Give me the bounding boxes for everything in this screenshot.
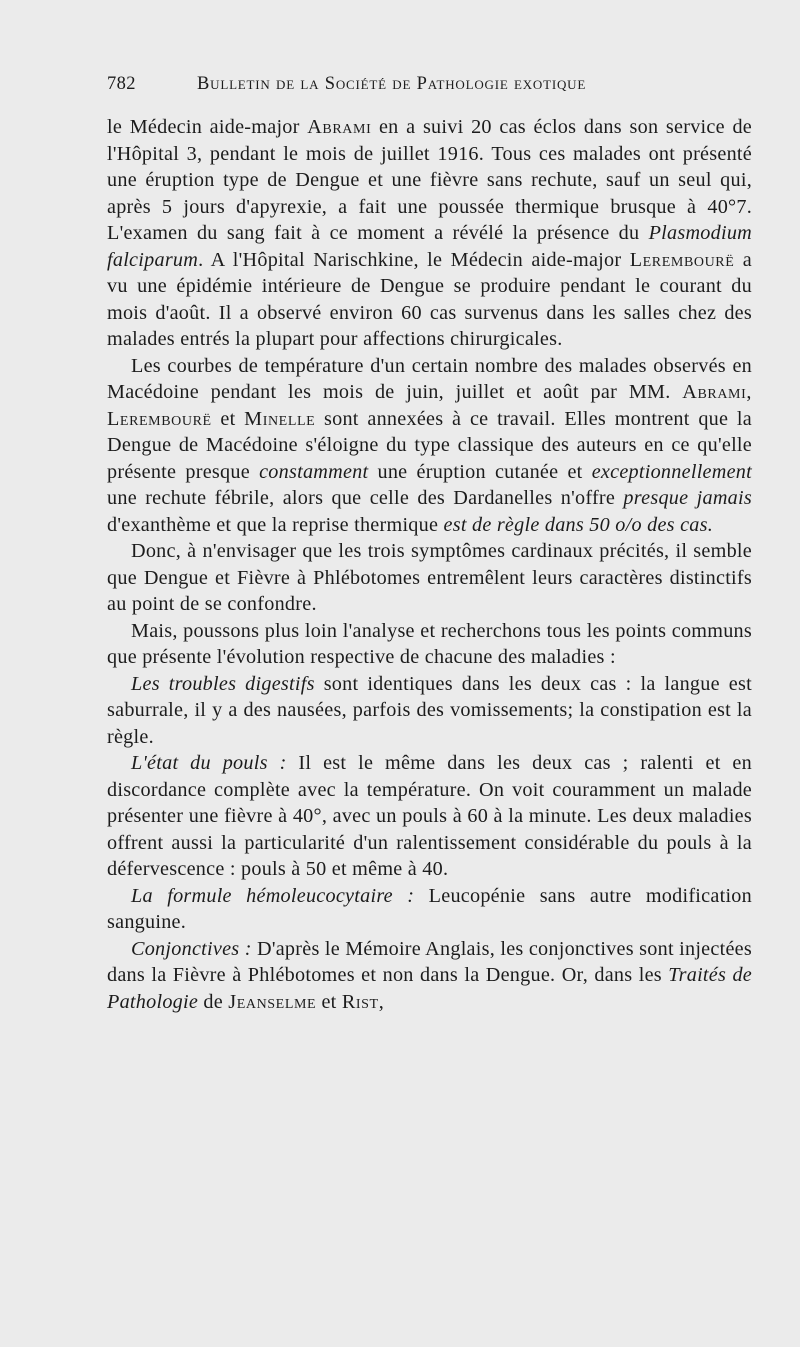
page-header [107, 74, 667, 104]
emphasis: constamment [259, 460, 369, 483]
author-name: Rist [341, 990, 379, 1013]
text-run: en a suivi 20 cas éclos dans son service de l'Hôpital 3, pendant le mois de juillet 1916. Tous ces malades ont présenté une éruption type de Dengue et une fièvre sans rechute, sauf un seul qui, après 5 jours d'apyrexie, a fait une poussée thermique brusque à 40°7. L'examen du sang fait à ce moment a révélé la présence du [107, 116, 752, 244]
text-run: . A l'Hôpital Narischkine, le Médecin aide-major [198, 248, 630, 271]
paragraph-5 [107, 671, 752, 751]
text-run: une rechute fébrile, alors que celle des Dardanelles n'offre [107, 487, 624, 509]
paragraph-8 [107, 936, 752, 1016]
text-run: sont annexées à ce travail. Elles montrent que la Dengue de Macédoine s'éloigne du type classique des auteurs en ce qu'elle présente presque [107, 407, 752, 483]
text-run: d'exanthème et que la reprise thermique [107, 513, 444, 536]
author-name: Minelle [244, 407, 316, 430]
subheading: L'état du pouls : [131, 752, 287, 774]
text-run: et [316, 990, 342, 1013]
book-title: Traités de Pathologie [107, 964, 753, 1013]
paragraph-7 [107, 883, 752, 936]
paragraph-1 [107, 114, 752, 353]
text-run: de [198, 990, 229, 1013]
text-run: Leucopénie sans autre modification sanguine. [107, 884, 752, 933]
text-run: et [211, 407, 245, 430]
text-run: a vu une épidémie intérieure de Dengue se produire pendant le courant du mois d'août. Il a observé environ 60 cas survenus dans les salles chez des malades entrés la plupart pour affections chirurgicales. [107, 248, 752, 350]
text-run: , [378, 990, 385, 1013]
running-title: Bulletin de la Société de Pathologie exotique [197, 74, 587, 94]
emphasis: presque jamais [623, 487, 752, 509]
author-name: Lerembourë [629, 248, 735, 271]
paragraph-3: Donc, à n'envisager que les trois symptômes cardinaux précités, il semble que Dengue et Fièvre à Phlébotomes entremêlent leurs caractères distinctifs au point de se confondre. [107, 540, 752, 615]
emphasis: est de règle dans 50 o/o des cas. [443, 513, 714, 536]
subheading: Conjonctives : [131, 937, 252, 960]
subheading: Les troubles digestifs [131, 672, 315, 695]
paragraph-6 [107, 750, 752, 883]
text-run: une éruption cutanée et [368, 460, 592, 483]
author-name: Abrami [307, 116, 372, 138]
author-name: Jeanselme [228, 990, 317, 1013]
text-run: le Médecin aide-major [107, 116, 308, 138]
text-run: D'après le Mémoire Anglais, les conjonctives sont injectées dans la Fièvre à Phlébotomes et non dans la Dengue. Or, dans les [107, 937, 752, 986]
paragraph-2 [107, 353, 752, 539]
subheading: La formule hémoleucocytaire : [131, 884, 415, 907]
text-run: sont identiques dans les deux cas : la langue est saburrale, il y a des nausées, parfois des vomissements; la constipation est la règle. [107, 672, 752, 748]
species-name: Plasmodium falciparum [107, 222, 752, 271]
text-run: Les courbes de température d'un certain nombre des malades observés en Macédoine pendant les mois de juin, juillet et août par MM. [107, 354, 752, 403]
paragraph-4: Mais, poussons plus loin l'analyse et recherchons tous les points communs que présente l'évolution respective de chacune des maladies : [107, 619, 752, 668]
emphasis: exceptionnellement [591, 460, 752, 483]
author-names: Abrami, Lerembourë [107, 381, 752, 430]
page-number: 782 [107, 74, 136, 94]
body-text [107, 114, 752, 1015]
text-run: Il est le même dans les deux cas ; ralenti et en discordance complète avec la température. On voit couramment un malade présenter une fièvre à 40°, avec un pouls à 60 à la minute. Les deux maladies offrent aussi la particularité d'un ralentissement considérable du pouls à la défervescence : pouls à 50 et même à 40. [107, 752, 752, 880]
